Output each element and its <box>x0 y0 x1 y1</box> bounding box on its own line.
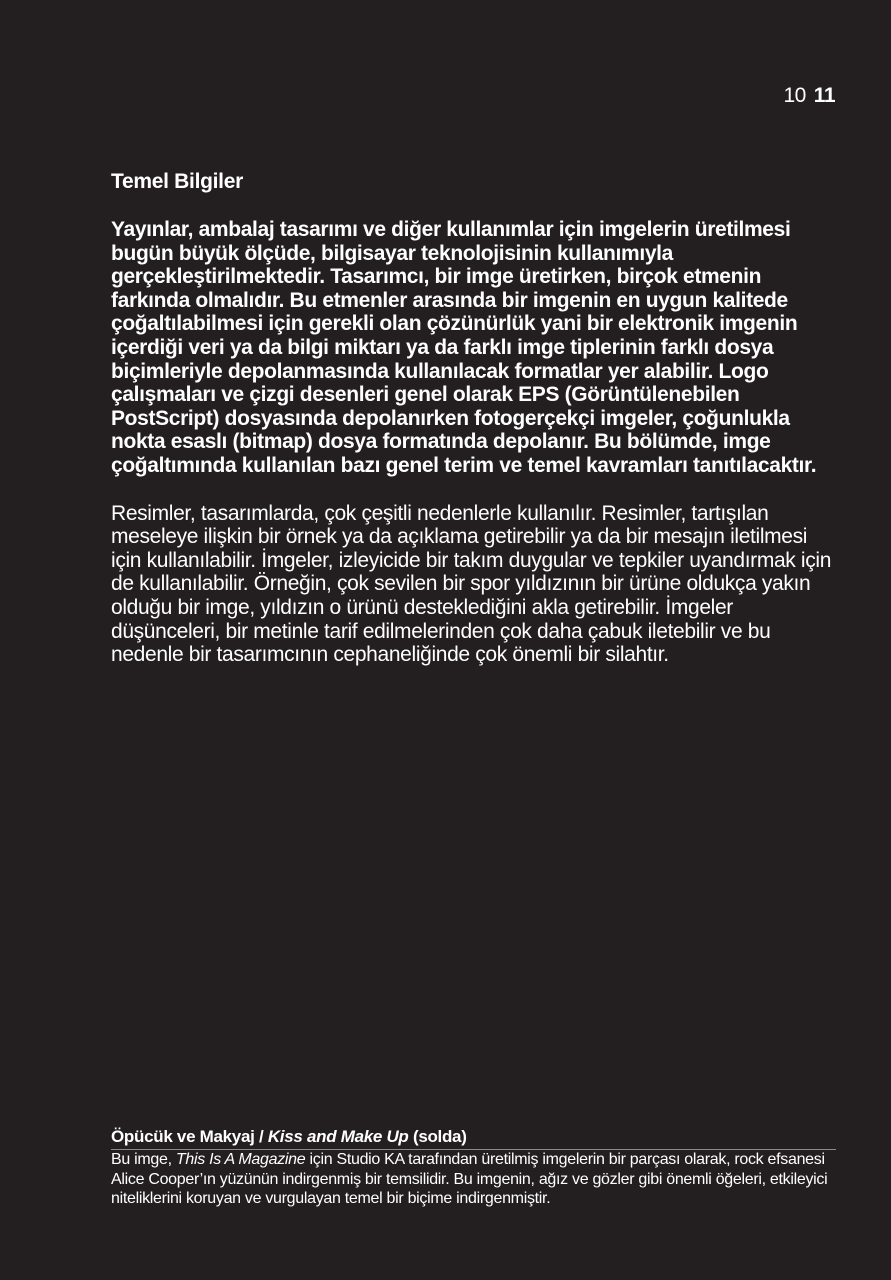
page-numbers <box>783 84 835 108</box>
caption-body <box>111 1150 836 1209</box>
caption-title-suffix: (solda) <box>408 1127 467 1146</box>
caption-title <box>111 1127 836 1150</box>
page-number-right: 11 <box>813 84 835 107</box>
caption-magazine-name: This Is A Magazine <box>175 1151 306 1168</box>
lead-paragraph: Yayınlar, ambalaj tasarımı ve diğer kullanımlar için imgelerin üretilmesi bugün büyük ölçüde, bilgisayar teknolojisinin kullanımıyla gerçekleştirilmektedir. Tasarımcı, bir imge üretirken, birçok etmenin farkında olmalıdır. Bu etmenler arasında bir imgenin en uygun kalitede çoğaltılabilmesi için gerekli olan çözünürlük yani bir elektronik imgenin içerdiği veri ya da bilgi miktarı ya da farklı imge tiplerinin farklı dosya biçimleriyle depolanmasında kullanılacak formatlar yer alabilir. Logo çalışmaları ve çizgi desenleri genel olarak EPS (Görüntülenebilen PostScript) dosyasında depolanırken fotogerçekçi imgeler, çoğunlukla nokta esaslı (bitmap) dosya formatında depolanır. Bu bölümde, imge çoğaltımında kullanılan bazı genel terim ve temel kavramları tanıtılacaktır. <box>111 218 817 477</box>
page-number-left: 10 <box>783 84 806 107</box>
caption-title-turkish: Öpücük ve Makyaj / <box>111 1127 268 1146</box>
caption-title-english: Kiss and Make Up <box>267 1127 409 1146</box>
section-title: Temel Bilgiler <box>111 170 243 193</box>
image-caption <box>111 1127 836 1209</box>
body-paragraph: Resimler, tasarımlarda, çok çeşitli nedenlerle kullanılır. Resimler, tartışılan meseleye ilişkin bir örnek ya da açıklama getirebilir ya da bir mesajın iletilmesi için kullanılabilir. İmgeler, izleyicide bir takım duygular ve tepkiler uyandırmak için de kullanılabilir. Örneğin, çok sevilen bir spor yıldızının bir ürüne oldukça yakın olduğu bir imge, yıldızın o ürünü desteklediğini akla getirebilir. İmgeler düşünceleri, bir metinle tarif edilmelerinden çok daha çabuk iletebilir ve bu nedenle bir tasarımcının cephaneliğinde çok önemli bir silahtır. <box>111 501 832 667</box>
caption-body-pre: Bu imge, <box>111 1151 176 1168</box>
caption-body-post: için Studio KA tarafından üretilmiş imgelerin bir parçası olarak, rock efsanesi Alice Cooper’ın yüzünün indirgenmiş bir temsilidir. Bu imgenin, ağız ve gözler gibi önemli öğeleri, etkileyici niteliklerini koruyan ve vurgulayan temel bir biçime indirgenmiştir. <box>111 1151 828 1207</box>
main-content <box>111 170 841 667</box>
